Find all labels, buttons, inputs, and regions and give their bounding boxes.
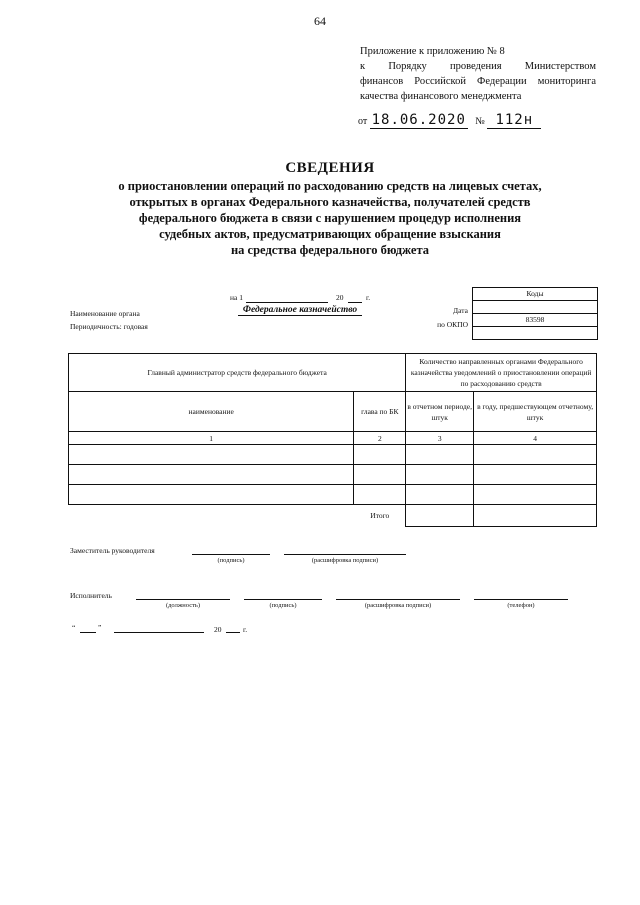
order-number: 112н [487,112,541,129]
table-cell [354,465,406,485]
date-year-line [226,632,240,633]
col-bk-header: глава по БК [354,392,406,432]
codes-box [472,287,598,340]
date-year-prefix: 20 [214,625,222,634]
subtitle-line: о приостановлении операций по расходованию средств на лицевых счетах, [118,179,542,193]
table-cell [474,485,597,505]
subtitle-line: федерального бюджета в связи с нарушением процедур исполнения [138,211,522,225]
table-cell [406,465,474,485]
order-date: 18.06.2020 [371,112,466,128]
executor-transcript-caption: (расшифровка подписи) [364,602,432,609]
table-cell [354,485,406,505]
executor-signature-line [244,599,322,600]
year-suffix: г. [366,293,371,302]
col-name-header: наименование [69,392,354,432]
table-cell [354,445,406,465]
date-quote-close: ” [98,623,102,632]
order-reference [358,112,541,129]
deputy-transcript-line [284,554,406,555]
order-prefix: от [358,116,368,127]
codes-header: Коды [473,288,597,301]
appendix-word: Порядку [388,61,427,72]
year-underline [348,302,362,303]
date-month-line [114,632,204,633]
year-prefix: 20 [336,293,344,302]
col-period-header: в отчетном периоде, штук [406,392,474,432]
date-year-suffix: г. [243,625,248,634]
appendix-word: Министерством [524,61,596,72]
total-cell [406,505,474,527]
table-cell [406,445,474,465]
col-number: 1 [69,432,354,445]
col-number: 4 [474,432,597,445]
executor-transcript-line [336,599,460,600]
appendix-word: проведения [449,61,502,72]
appendix-word: к [360,61,366,72]
report-table [68,353,597,527]
org-label: Наименование органа [70,309,140,318]
table-cell [69,485,354,505]
okpo-label: по ОКПО [437,320,468,329]
admin-header: Главный администратор средств федерального бюджета [69,354,406,392]
table-row [69,485,597,505]
document-title [60,160,600,258]
appendix-line-2 [360,59,596,74]
date-quote-open: “ [72,623,76,632]
on-date-label: на 1 [230,293,243,302]
empty-code-cell [473,327,597,339]
subtitle-line: открытых в органах Федерального казначейства, получателей средств [129,195,531,209]
total-cell [474,505,597,527]
table-cell [406,485,474,505]
date-underline [246,302,328,303]
appendix-line-4: качества финансового менеджмента [360,91,522,102]
date-code-cell [473,301,597,314]
deputy-label: Заместитель руководителя [70,546,155,555]
periodicity: Периодичность: годовая [70,322,148,331]
total-label: Итого [370,511,390,521]
deputy-transcript-caption: (расшифровка подписи) [311,557,379,564]
table-cell [69,465,354,485]
date-day-line [80,632,96,633]
col-number: 2 [354,432,406,445]
table-row [69,445,597,465]
executor-position-caption: (должность) [165,602,201,609]
order-number-label: № [475,116,485,127]
col-prev-header: в году, предшествующем отчетному, штук [474,392,597,432]
org-value: Федеральное казначейство [238,305,362,316]
executor-label: Исполнитель [70,591,112,600]
total-row [69,505,597,527]
table-cell [69,445,354,465]
executor-phone-line [474,599,568,600]
title-subtitle [60,178,600,258]
deputy-signature-caption: (подпись) [217,557,245,564]
executor-position-line [136,599,230,600]
date-code-label: Дата [453,306,468,315]
appendix-note [360,44,596,104]
executor-phone-caption: (телефон) [507,602,535,609]
table-cell [474,445,597,465]
subtitle-line: судебных актов, предусматривающих обращение взыскания [159,227,501,241]
page-number: 64 [314,14,326,28]
okpo-code-cell: 83598 [473,314,597,327]
appendix-line-1: Приложение к приложению № 8 [360,46,505,57]
appendix-line-3: финансов Российской Федерации мониторинга [360,76,596,87]
col-number: 3 [406,432,474,445]
title-main: СВЕДЕНИЯ [285,160,375,176]
table-row [69,465,597,485]
subtitle-line: на средства федерального бюджета [230,243,430,257]
count-header: Количество направленных органами Федерального казначейства уведомлений о приостановлении операций по расходованию средств [406,354,597,392]
deputy-signature-line [192,554,270,555]
executor-signature-caption: (подпись) [269,602,297,609]
table-cell [474,465,597,485]
